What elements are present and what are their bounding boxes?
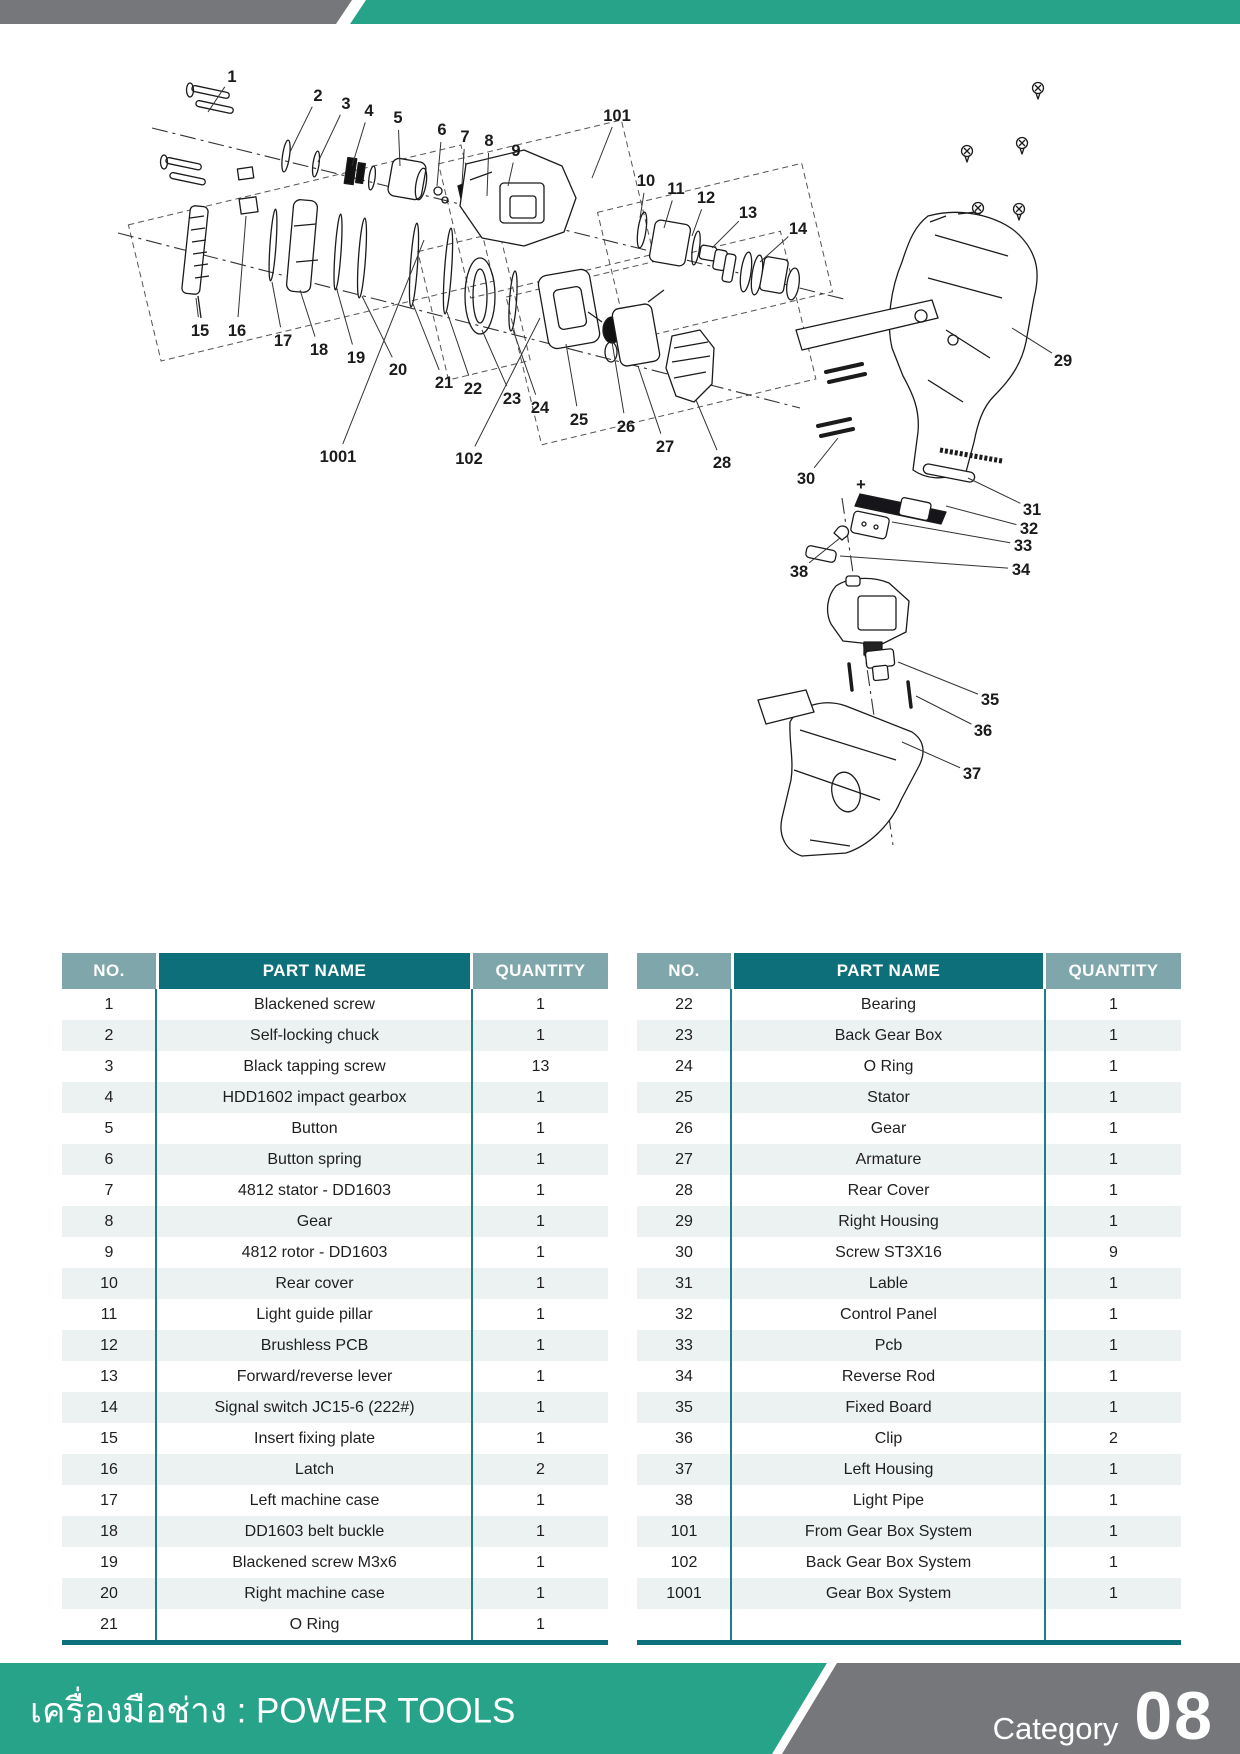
cell-no: 16: [100, 1460, 118, 1478]
latch-part16: [237, 167, 258, 214]
column-divider: [1044, 989, 1046, 1640]
cell-part-name: Lable: [868, 1274, 909, 1292]
cell-part-name: Reverse Rod: [841, 1367, 936, 1385]
cell-quantity: 1: [536, 995, 545, 1013]
cell-quantity: 1: [536, 1584, 545, 1602]
table-row: [62, 1268, 608, 1299]
part-callout-24: 24: [530, 399, 550, 417]
cell-quantity: 1: [1109, 1119, 1118, 1137]
cell-quantity: 1: [536, 1181, 545, 1199]
cell-quantity: 1: [1109, 1305, 1118, 1323]
blade-part19: [332, 214, 343, 290]
table-row: [62, 1485, 608, 1516]
table-row: [62, 1330, 608, 1361]
cell-part-name: Gear: [870, 1119, 907, 1137]
part-callout-1: 1: [227, 68, 237, 86]
cell-quantity: 1: [536, 1553, 545, 1571]
table-row: [637, 1330, 1181, 1361]
table-row: [62, 1454, 608, 1485]
cell-part-name: Left Housing: [843, 1460, 934, 1478]
cell-no: 36: [675, 1429, 693, 1447]
switch-part14: [738, 251, 801, 300]
category-number: 08: [1134, 1678, 1214, 1754]
cell-no: 27: [675, 1150, 693, 1168]
table-row: [62, 1113, 608, 1144]
table-row: [62, 1361, 608, 1392]
column-header-quantity: QUANTITY: [1046, 953, 1181, 989]
cell-part-name: Insert fixing plate: [254, 1429, 375, 1447]
stator-part25: [537, 268, 601, 350]
bearing-part22: [442, 228, 455, 314]
callout-leader-line: [968, 478, 1020, 503]
blade-part17: [267, 209, 278, 281]
part-callout-12: 12: [696, 189, 716, 207]
part-callout-37: 37: [962, 765, 982, 783]
footer-banner: [0, 1663, 1240, 1754]
cell-part-name: Self-locking chuck: [250, 1026, 379, 1044]
cell-quantity: 1: [536, 1522, 545, 1540]
part-callout-27: 27: [655, 438, 675, 456]
cell-no: 5: [104, 1119, 114, 1137]
table-row: [637, 1578, 1181, 1609]
cell-quantity: 1: [536, 1088, 545, 1106]
table-row: [62, 1206, 608, 1237]
table-row: [637, 1082, 1181, 1113]
cell-quantity: 1: [536, 1119, 545, 1137]
cell-no: 29: [675, 1212, 693, 1230]
cell-part-name: O Ring: [863, 1057, 914, 1075]
callout-leader-line: [916, 696, 971, 724]
cell-quantity: 1: [1109, 995, 1118, 1013]
cell-quantity: 1: [1109, 1398, 1118, 1416]
cell-part-name: Button: [291, 1119, 338, 1137]
table-row: [62, 1299, 608, 1330]
cell-no: 11: [100, 1305, 118, 1323]
part-callout-11: 11: [667, 180, 685, 198]
cell-part-name: Black tapping screw: [243, 1057, 386, 1075]
cell-part-name: 4812 rotor - DD1603: [241, 1243, 388, 1261]
cell-quantity: 1: [1109, 1491, 1118, 1509]
part-callout-8: 8: [484, 132, 494, 150]
cell-quantity: 1: [1109, 1026, 1118, 1044]
cell-part-name: Forward/reverse lever: [236, 1367, 393, 1385]
callout-leader-line: [638, 366, 661, 434]
loose-screws-top-right: [962, 83, 1044, 221]
cell-part-name: Gear: [296, 1212, 333, 1230]
cell-part-name: Back Gear Box: [834, 1026, 943, 1044]
cell-part-name: Light Pipe: [852, 1491, 925, 1509]
table-row: [637, 1547, 1181, 1578]
cell-part-name: Brushless PCB: [260, 1336, 369, 1354]
part-callout-28: 28: [712, 454, 732, 472]
cell-no: 1001: [666, 1584, 702, 1602]
column-header-partname: PART NAME: [734, 953, 1043, 989]
part-callout-32: 32: [1019, 520, 1039, 538]
part-callout-36: 36: [973, 722, 993, 740]
cell-part-name: 4812 stator - DD1603: [238, 1181, 391, 1199]
callout-leader-line: [592, 127, 612, 178]
spring-part4: [344, 158, 365, 185]
cell-part-name: Rear Cover: [847, 1181, 930, 1199]
cell-quantity: 1: [536, 1336, 545, 1354]
cell-no: 17: [100, 1491, 118, 1509]
part-callout-25: 25: [569, 411, 589, 429]
cell-part-name: Blackened screw: [254, 995, 375, 1013]
part-callout-14: 14: [788, 220, 808, 238]
table-row: [62, 989, 608, 1020]
table-row: [62, 1175, 608, 1206]
gear-shaft-part15: [181, 205, 209, 318]
cell-quantity: 1: [536, 1212, 545, 1230]
cell-quantity: 1: [1109, 1460, 1118, 1478]
column-header-no: NO.: [62, 953, 156, 989]
part-callout-+: +: [856, 476, 866, 494]
column-header-no: NO.: [637, 953, 731, 989]
plate-part18: [286, 199, 318, 293]
parts-table-right: [637, 953, 1181, 1645]
table-row: [62, 1082, 608, 1113]
cell-quantity: 13: [531, 1057, 550, 1075]
cell-part-name: Armature: [855, 1150, 922, 1168]
part-callout-22: 22: [463, 380, 483, 398]
table-body: [62, 989, 608, 1645]
part-callout-17: 17: [273, 332, 293, 350]
cell-quantity: 1: [536, 1491, 545, 1509]
part-callout-20: 20: [388, 361, 408, 379]
part-callout-101: 101: [603, 107, 631, 125]
table-row: [637, 1299, 1181, 1330]
table-row: [62, 1144, 608, 1175]
cell-part-name: Screw ST3X16: [835, 1243, 942, 1261]
table-row: [637, 1423, 1181, 1454]
table-row: [62, 1423, 608, 1454]
cell-no: 28: [675, 1181, 693, 1199]
table-row: [637, 1175, 1181, 1206]
disc-part2: [280, 140, 291, 173]
part-callout-7: 7: [460, 128, 470, 146]
cell-quantity: 2: [1109, 1429, 1118, 1447]
cell-quantity: 1: [1109, 1212, 1118, 1230]
part-callout-2: 2: [313, 87, 323, 105]
button-part5: [387, 157, 429, 200]
rear-cover-part28: [666, 330, 714, 402]
cell-quantity: 1: [536, 1274, 545, 1292]
cell-no: 101: [670, 1522, 698, 1540]
callout-leader-line: [318, 115, 340, 162]
cell-part-name: O Ring: [289, 1615, 340, 1633]
table-row: [637, 1392, 1181, 1423]
part-callout-35: 35: [980, 691, 1000, 709]
pcb-part33: [850, 510, 890, 539]
cell-quantity: 1: [1109, 1367, 1118, 1385]
cell-no: 19: [100, 1553, 118, 1571]
callout-leader-line: [300, 290, 315, 337]
cell-quantity: 1: [1109, 1088, 1118, 1106]
callout-leader-line: [290, 107, 312, 152]
cell-quantity: 1: [536, 1243, 545, 1261]
left-housing-part37: [758, 690, 923, 856]
cell-quantity: 1: [1109, 1336, 1118, 1354]
gearbox-part9: [460, 150, 576, 246]
cell-part-name: From Gear Box System: [804, 1522, 973, 1540]
category-label: Category: [992, 1711, 1119, 1746]
right-housing-part29: [796, 212, 1037, 478]
column-header-quantity: QUANTITY: [473, 953, 608, 989]
callout-leader-line: [482, 330, 507, 386]
disc: [367, 166, 376, 191]
callout-leader-line: [362, 296, 392, 357]
cell-no: 38: [675, 1491, 693, 1509]
blade-part20: [356, 218, 369, 298]
cell-quantity: 1: [536, 1398, 545, 1416]
table-row: [62, 1609, 608, 1640]
callout-leader-line: [447, 312, 469, 376]
cell-part-name: Blackened screw M3x6: [232, 1553, 397, 1571]
table-row: [637, 1051, 1181, 1082]
cell-quantity: 1: [1109, 1522, 1118, 1540]
callout-leader-line: [840, 556, 1008, 568]
part-callout-5: 5: [393, 109, 403, 127]
callout-leader-line: [696, 400, 717, 450]
part-callout-4: 4: [364, 102, 374, 120]
table-row: [637, 1113, 1181, 1144]
part-callout-31: 31: [1022, 501, 1042, 519]
cell-quantity: 1: [1109, 1274, 1118, 1292]
callout-leader-line: [272, 282, 281, 327]
part-callout-19: 19: [346, 349, 366, 367]
cell-quantity: 1: [1109, 1057, 1118, 1075]
cell-part-name: Latch: [294, 1460, 335, 1478]
cell-part-name: Signal switch JC15-6 (222#): [214, 1398, 415, 1416]
cell-no: 15: [100, 1429, 118, 1447]
part-callout-30: 30: [796, 470, 816, 488]
cell-no: 6: [104, 1150, 114, 1168]
cell-no: 4: [104, 1088, 114, 1106]
cell-no: 23: [675, 1026, 693, 1044]
callout-leader-line: [337, 290, 352, 344]
cell-no: 31: [675, 1274, 693, 1292]
callout-leader-line: [946, 506, 1016, 525]
cell-no: 9: [104, 1243, 114, 1261]
table-row: [62, 1051, 608, 1082]
column-divider: [155, 989, 157, 1640]
table-row: [62, 1547, 608, 1578]
cell-no: 37: [675, 1460, 693, 1478]
cell-quantity: 2: [536, 1460, 545, 1478]
table-row: [62, 1516, 608, 1547]
cell-part-name: DD1603 belt buckle: [244, 1522, 385, 1540]
cell-part-name: Back Gear Box System: [805, 1553, 972, 1571]
part-callout-38: 38: [789, 563, 809, 581]
cell-no: 2: [104, 1026, 114, 1044]
pillar-part11: [649, 219, 692, 267]
column-header-partname: PART NAME: [159, 953, 470, 989]
callout-leader-line: [892, 522, 1010, 543]
cell-quantity: 9: [1109, 1243, 1118, 1261]
table-row: [637, 1516, 1181, 1547]
cell-quantity: 1: [536, 1367, 545, 1385]
reverse-rod-part34: [805, 545, 837, 563]
cell-no: 13: [100, 1367, 118, 1385]
part-callout-29: 29: [1053, 352, 1073, 370]
table-row: [62, 1578, 608, 1609]
table-row: [637, 1268, 1181, 1299]
rear-cover-part10: [636, 212, 649, 249]
cell-part-name: Stator: [867, 1088, 910, 1106]
cell-no: 1: [104, 995, 114, 1013]
cell-no: 33: [675, 1336, 693, 1354]
cell-part-name: Light guide pillar: [256, 1305, 373, 1323]
table-row: [62, 1392, 608, 1423]
part-callout-33: 33: [1013, 537, 1033, 555]
cell-quantity: 1: [536, 1429, 545, 1447]
column-divider: [471, 989, 473, 1640]
cell-part-name: Left machine case: [249, 1491, 380, 1509]
table-row: [637, 1237, 1181, 1268]
table-row-empty: [637, 1609, 1181, 1640]
table-row: [637, 1020, 1181, 1051]
part-callout-9: 9: [511, 142, 521, 160]
cell-quantity: 1: [536, 1615, 545, 1633]
cell-part-name: Fixed Board: [845, 1398, 932, 1416]
light-pipe-clip-part38: [834, 526, 849, 540]
part-callout-15: 15: [190, 322, 210, 340]
cell-part-name: Right Housing: [838, 1212, 939, 1230]
table-body: [637, 989, 1181, 1645]
callout-leader-line: [566, 344, 577, 406]
cell-no: 22: [675, 995, 693, 1013]
oring-part24: [507, 271, 518, 331]
callout-leader-line: [437, 142, 441, 186]
footer-title: เครื่องมือช่าง : POWER TOOLS: [30, 1691, 516, 1731]
part-callout-16: 16: [227, 322, 247, 340]
table-row: [637, 1361, 1181, 1392]
lever-part13: [699, 245, 736, 283]
cell-no: 30: [675, 1243, 693, 1261]
part-callout-34: 34: [1011, 561, 1031, 579]
cell-part-name: Control Panel: [840, 1305, 937, 1323]
cell-no: 26: [675, 1119, 693, 1137]
cell-no: 25: [675, 1088, 693, 1106]
cell-no: 102: [670, 1553, 698, 1571]
callout-leader-line: [475, 318, 540, 446]
table-header: [62, 953, 608, 989]
part-callout-23: 23: [502, 390, 522, 408]
cell-no: 24: [675, 1057, 693, 1075]
cell-no: 10: [100, 1274, 118, 1292]
disc-part3: [311, 151, 321, 178]
part-callout-3: 3: [341, 95, 351, 113]
cell-part-name: Clip: [874, 1429, 903, 1447]
cell-quantity: 1: [536, 1150, 545, 1168]
part-callout-10: 10: [636, 172, 656, 190]
cell-part-name: Gear Box System: [825, 1584, 952, 1602]
table-header: [637, 953, 1181, 989]
cell-no: 3: [104, 1057, 114, 1075]
part-callout-6: 6: [437, 121, 447, 139]
part-callout-18: 18: [309, 341, 329, 359]
cell-part-name: Button spring: [267, 1150, 362, 1168]
footer-category: [992, 1678, 1214, 1754]
part-callout-21: 21: [434, 374, 454, 392]
table-row: [62, 1020, 608, 1051]
cell-no: 34: [675, 1367, 693, 1385]
cell-no: 35: [675, 1398, 693, 1416]
cell-no: 14: [100, 1398, 118, 1416]
screws-part30: [818, 364, 865, 436]
cell-no: 7: [104, 1181, 114, 1199]
table-row: [637, 1485, 1181, 1516]
cell-quantity: 1: [1109, 1553, 1118, 1571]
cell-part-name: Bearing: [860, 995, 917, 1013]
cell-quantity: 1: [1109, 1584, 1118, 1602]
part-callout-13: 13: [738, 204, 758, 222]
cell-no: 32: [675, 1305, 693, 1323]
cell-part-name: HDD1602 impact gearbox: [222, 1088, 407, 1106]
cell-no: 21: [100, 1615, 118, 1633]
cell-quantity: 1: [536, 1026, 545, 1044]
trigger-switch-assembly: [828, 576, 909, 655]
table-row: [637, 1144, 1181, 1175]
part-callout-102: 102: [455, 450, 483, 468]
cell-part-name: Rear cover: [275, 1274, 354, 1292]
cell-part-name: Pcb: [874, 1336, 903, 1354]
callout-leader-line: [238, 216, 246, 317]
cell-part-name: Right machine case: [244, 1584, 385, 1602]
part-drawings: [161, 83, 1044, 857]
part-callout-26: 26: [616, 418, 636, 436]
table-row: [637, 1206, 1181, 1237]
screws-part1: [161, 83, 234, 185]
cell-no: 20: [100, 1584, 118, 1602]
cell-quantity: 1: [1109, 1181, 1118, 1199]
cell-no: 12: [100, 1336, 118, 1354]
table-row: [637, 1454, 1181, 1485]
fixed-board-part35: [865, 649, 895, 681]
callout-leader-line: [352, 122, 365, 166]
callout-leader-line: [343, 240, 424, 444]
column-divider: [730, 989, 732, 1640]
part-callout-1001: 1001: [319, 448, 357, 466]
cell-no: 18: [100, 1522, 118, 1540]
table-row: [637, 989, 1181, 1020]
cell-no: 8: [104, 1212, 114, 1230]
table-row: [62, 1237, 608, 1268]
cell-quantity: 1: [536, 1305, 545, 1323]
parts-table-left: [62, 953, 608, 1645]
cell-quantity: 1: [1109, 1150, 1118, 1168]
callout-leader-line: [814, 438, 838, 468]
